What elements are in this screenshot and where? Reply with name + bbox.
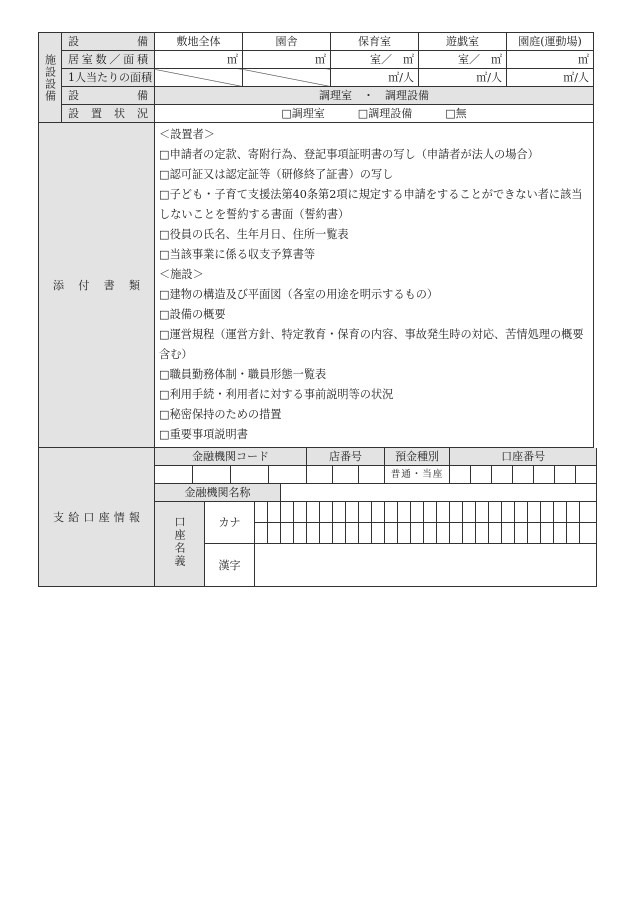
kana-cell[interactable]: [567, 502, 580, 523]
playroom-area-field[interactable]: 室／ ㎡: [419, 51, 507, 69]
kana-cell[interactable]: [528, 523, 541, 544]
installation-status-label: 設置状況: [62, 105, 155, 123]
kana-cell[interactable]: [463, 523, 476, 544]
kana-cell[interactable]: [268, 523, 281, 544]
bank-name-label: 金融機関名称: [155, 484, 281, 502]
none-checkbox[interactable]: □無: [445, 107, 467, 120]
attachments-label: 添付書類: [39, 123, 155, 448]
site-per-person-na: [155, 69, 243, 87]
kana-cell[interactable]: [281, 502, 294, 523]
facility-table: [38, 32, 594, 123]
attachment-item[interactable]: □運営規程（運営方針、特定教育・保育の内容、事故発生時の対応、苦情処理の概要含む）: [159, 328, 584, 361]
kana-cell[interactable]: [294, 523, 307, 544]
kana-cell[interactable]: [398, 502, 411, 523]
kana-cell[interactable]: [450, 523, 463, 544]
branch-number-field[interactable]: [307, 466, 385, 484]
kana-cell[interactable]: [502, 523, 515, 544]
kana-cell[interactable]: [528, 502, 541, 523]
kitchen-equipment-heading: 調理室 ・ 調理設備: [155, 87, 594, 105]
kana-cell[interactable]: [437, 502, 450, 523]
yard-area-field[interactable]: ㎡: [507, 51, 594, 69]
kana-cell[interactable]: [515, 523, 528, 544]
col-yard: 園庭(運動場): [507, 33, 594, 51]
deposit-type-header: 預金種別: [385, 448, 450, 466]
branch-number-header: 店番号: [307, 448, 385, 466]
kana-cell[interactable]: [372, 523, 385, 544]
application-form-sheet: [38, 32, 593, 587]
kana-cell[interactable]: [294, 502, 307, 523]
kana-cell[interactable]: [424, 523, 437, 544]
site-area-field[interactable]: ㎡: [155, 51, 243, 69]
kana-cell[interactable]: [255, 502, 268, 523]
account-number-header: 口座番号: [450, 448, 597, 466]
area-row-label: 居室数／面積: [62, 51, 155, 69]
kana-cell[interactable]: [450, 502, 463, 523]
bank-code-header: 金融機関コード: [155, 448, 307, 466]
kana-cell[interactable]: [320, 523, 333, 544]
col-site: 敷地全体: [155, 33, 243, 51]
building-area-field[interactable]: ㎡: [243, 51, 331, 69]
kana-cell[interactable]: [320, 502, 333, 523]
kana-cell[interactable]: [489, 523, 502, 544]
attachment-item[interactable]: □子ども・子育て支援法第40条第2項に規定する申請をすることができない者に該当しないことを誓約する書面（誓約書）: [159, 188, 583, 221]
kanji-name-field[interactable]: [255, 544, 597, 587]
kana-cell[interactable]: [463, 502, 476, 523]
account-holder-text: 口座名義: [173, 515, 186, 568]
kana-cell[interactable]: [333, 502, 346, 523]
equipment-row-label: 設 備: [62, 87, 155, 105]
kana-cell[interactable]: [515, 502, 528, 523]
nursery-room-area-field[interactable]: 室／ ㎡: [331, 51, 419, 69]
kitchen-equipment-checkbox[interactable]: □調理設備: [357, 107, 413, 120]
kana-cell[interactable]: [437, 523, 450, 544]
attachment-item: ＜設置者＞: [159, 128, 215, 141]
bank-code-field[interactable]: [155, 466, 307, 484]
kana-cell[interactable]: [567, 523, 580, 544]
col-nursery-room: 保育室: [331, 33, 419, 51]
kana-cell[interactable]: [398, 523, 411, 544]
kana-cell[interactable]: [554, 523, 567, 544]
kana-cell[interactable]: [554, 502, 567, 523]
attachments-table: [38, 123, 594, 448]
attachment-item: ＜施設＞: [159, 268, 204, 281]
attachment-item[interactable]: □当該事業に係る収支予算書等: [159, 248, 316, 261]
attachment-item[interactable]: □申請者の定款、寄附行為、登記事項証明書の写し（申請者が法人の場合）: [159, 148, 539, 161]
attachment-item[interactable]: □職員勤務体制・職員形態一覧表: [159, 368, 327, 381]
kana-cell[interactable]: [385, 502, 398, 523]
kana-cell[interactable]: [307, 523, 320, 544]
account-holder-label: [155, 502, 205, 587]
kana-cell[interactable]: [281, 523, 294, 544]
kana-cell[interactable]: [502, 502, 515, 523]
kana-cell[interactable]: [476, 502, 489, 523]
kana-cell[interactable]: [359, 502, 372, 523]
facility-group-label: 施設設備: [39, 33, 62, 123]
kana-label: カナ: [205, 502, 255, 544]
kana-cell[interactable]: [580, 523, 597, 544]
attachment-item[interactable]: □認可証又は認定証等（研修終了証書）の写し: [159, 168, 394, 181]
kana-cell[interactable]: [268, 502, 281, 523]
building-per-person-na: [243, 69, 331, 87]
kana-cell[interactable]: [541, 502, 554, 523]
nursery-per-person-field[interactable]: ㎡/人: [331, 69, 419, 87]
per-person-row-label: 1人当たりの面積: [62, 69, 155, 87]
attachment-item[interactable]: □利用手続・利用者に対する事前説明等の状況: [159, 388, 394, 401]
kana-cell[interactable]: [411, 502, 424, 523]
account-number-field[interactable]: [450, 466, 597, 484]
kana-cell[interactable]: [476, 523, 489, 544]
kana-cell[interactable]: [255, 523, 268, 544]
kana-cell[interactable]: [359, 523, 372, 544]
attachment-item[interactable]: □役員の氏名、生年月日、住所一覧表: [159, 228, 349, 241]
kana-cell[interactable]: [424, 502, 437, 523]
deposit-type-options[interactable]: 普通・当座: [385, 466, 450, 484]
kana-cell[interactable]: [385, 523, 398, 544]
kana-cell[interactable]: [580, 502, 597, 523]
attachment-item[interactable]: □重要事項説明書: [159, 428, 248, 441]
col-playroom: 遊戯室: [419, 33, 507, 51]
kana-cell[interactable]: [372, 502, 385, 523]
playroom-per-person-field[interactable]: ㎡/人: [419, 69, 507, 87]
kana-cell[interactable]: [489, 502, 502, 523]
col-building: 園舎: [243, 33, 331, 51]
kanji-label: 漢字: [205, 544, 255, 587]
kana-cell[interactable]: [411, 523, 424, 544]
kitchen-room-checkbox[interactable]: □調理室: [281, 107, 325, 120]
kana-cell[interactable]: [346, 523, 359, 544]
equipment-header-label: 設 備: [62, 33, 155, 51]
kana-cell[interactable]: [541, 523, 554, 544]
bank-info-label: 支給口座情報: [39, 448, 155, 587]
installation-status-options: [155, 105, 594, 123]
kana-cell[interactable]: [333, 523, 346, 544]
kana-cell[interactable]: [307, 502, 320, 523]
kana-cell[interactable]: [346, 502, 359, 523]
attachment-item[interactable]: □秘密保持のための措置: [159, 408, 282, 421]
yard-per-person-field[interactable]: ㎡/人: [507, 69, 594, 87]
bank-account-table: [38, 448, 597, 587]
attachment-item[interactable]: □設備の概要: [159, 308, 226, 321]
attachment-item[interactable]: □建物の構造及び平面図（各室の用途を明示するもの）: [159, 288, 439, 301]
bank-name-field[interactable]: [281, 484, 597, 502]
attachments-list: [155, 123, 594, 448]
